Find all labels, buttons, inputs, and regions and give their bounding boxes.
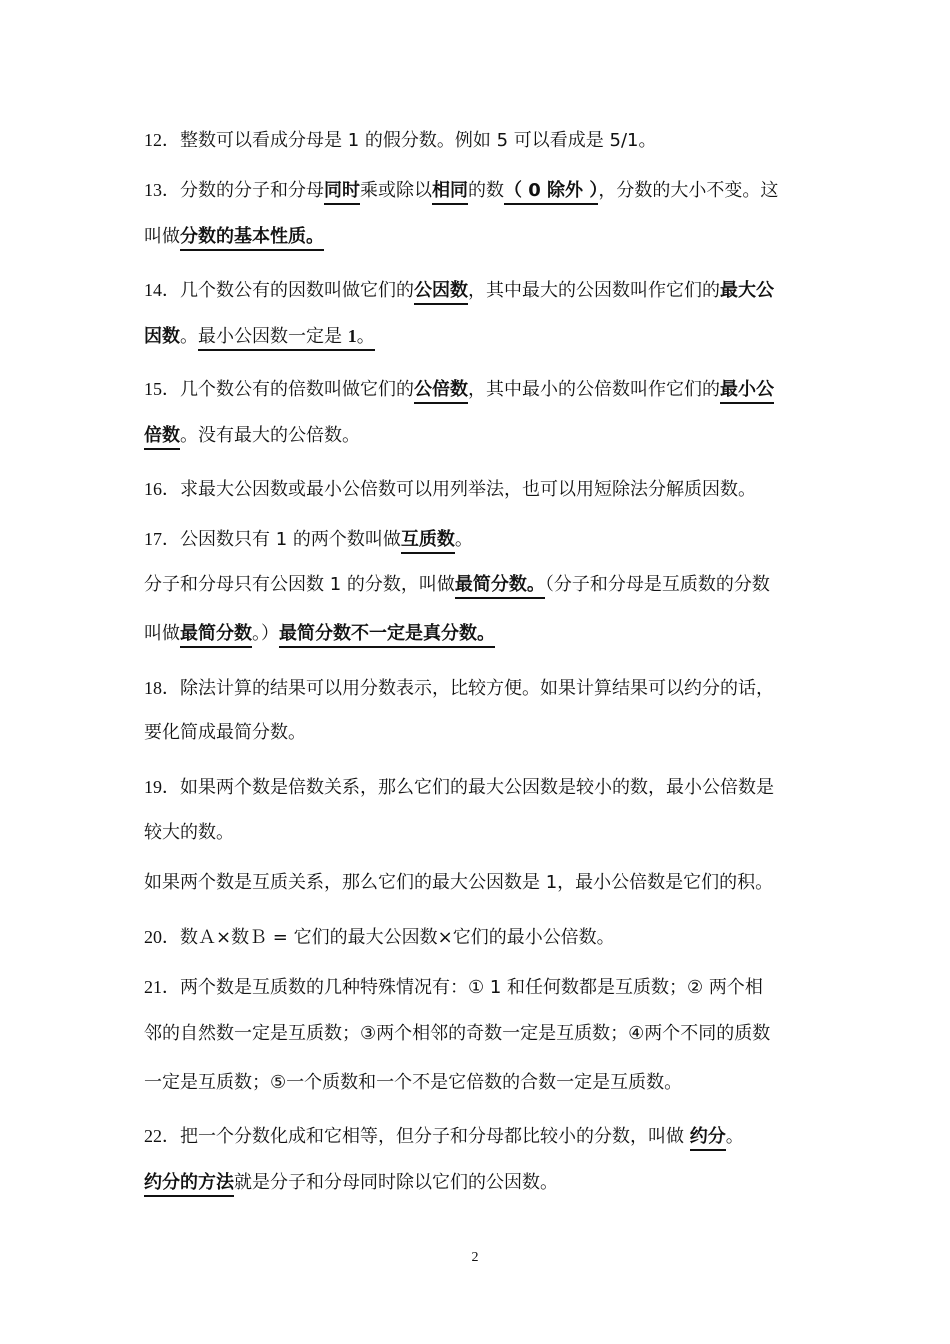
item-15 [144,376,774,403]
item-19-line3 [144,870,773,896]
item-number: 15 [144,379,162,399]
page-number: 2 [471,1250,479,1265]
item-20 [144,924,615,951]
item-text: ．如果两个数是倍数关系，那么它们的最大公因数是较小的数，最小公倍数是 [162,777,774,798]
item-text: ．除法计算的结果可以用分数表示，比较方便。如果计算结果可以约分的话， [162,678,774,699]
item-14 [144,277,774,304]
item-text: 就是分子和分母同时除以它们的公因数。 [234,1172,558,1193]
key-term: （ 0 除外 ） [504,180,598,205]
key-term: 最大公 [720,280,774,301]
item-22-line2 [144,1170,558,1196]
key-term: 分数的基本性质。 [180,226,324,251]
item-number: 14 [144,280,162,300]
key-term: 因数 [144,326,180,347]
item-13-line2 [144,224,324,250]
item-text: 。 [356,326,375,347]
item-text: ，其中最小的公倍数叫作它们的 [468,379,720,400]
item-text: 叫做 [144,623,180,644]
item-19 [144,774,774,801]
item-text: 的数 [468,180,504,201]
item-text: 。 [454,529,473,550]
item-text: ．分数的分子和分母 [162,180,324,201]
item-18-line2 [144,720,306,746]
item-number: 12 [144,130,162,150]
item-text: ．公因数只有 1 的两个数叫做 [162,529,401,550]
key-term: 公因数 [414,280,468,305]
item-12 [144,127,656,154]
item-number: 16 [144,479,162,499]
item-17 [144,526,473,553]
key-term: 约分的方法 [144,1172,234,1197]
item-21 [144,974,763,1001]
item-text: 最小公因数一定是 [198,326,348,347]
item-text: ，其中最大的公因数叫作它们的 [468,280,720,301]
item-number: 18 [144,678,162,698]
item-text: ．把一个分数化成和它相等，但分子和分母都比较小的分数，叫做 [162,1126,690,1147]
underlined-text [198,326,375,351]
item-21-line2 [144,1021,770,1047]
key-term: 最小公 [720,379,774,404]
item-text: 。 [180,326,198,347]
item-text: 。） [252,623,279,644]
item-16 [144,476,756,503]
item-text: 。没有最大的公倍数。 [180,425,360,446]
item-text: 要化简成最简分数。 [144,722,306,743]
key-term: 倍数 [144,425,180,450]
key-term: 相同 [432,180,468,205]
item-19-line2 [144,820,234,846]
item-text: ．几个数公有的倍数叫做它们的 [162,379,414,400]
item-number: 13 [144,180,162,200]
item-15-line2 [144,423,360,449]
key-term: 最简分数 [180,623,252,648]
key-term: 约分 [690,1126,726,1151]
item-text: ，分数的大小不变。这 [598,180,779,201]
item-text: ．几个数公有的因数叫做它们的 [162,280,414,301]
item-number: 21 [144,977,162,997]
key-term: 最简分数不一定是真分数。 [279,623,495,648]
item-18 [144,675,774,702]
item-text: 乘或除以 [360,180,432,201]
item-text: ．数Ａ×数Ｂ = 它们的最大公因数×它们的最小公倍数。 [162,927,615,948]
item-14-line2 [144,323,375,350]
item-text: 叫做 [144,226,180,247]
item-17-line2 [144,572,770,598]
item-number: 17 [144,529,162,549]
item-number: 20 [144,927,162,947]
item-text: 邻的自然数一定是互质数；③两个相邻的奇数一定是互质数；④两个不同的质数 [144,1023,771,1044]
item-13 [144,177,778,204]
item-number: 22 [144,1126,162,1146]
item-text: 分子和分母只有公因数 1 的分数，叫做 [144,574,455,595]
key-term: 1 [347,326,357,346]
item-17-line3 [144,621,495,647]
item-number: 19 [144,777,162,797]
item-text: 如果两个数是互质关系，那么它们的最大公因数是 1，最小公倍数是它们的积。 [144,872,774,893]
item-text: 较大的数。 [144,822,234,843]
item-21-line3 [144,1070,682,1096]
key-term: 公倍数 [414,379,468,404]
item-text: 一定是互质数；⑤一个质数和一个不是它倍数的合数一定是互质数。 [144,1072,683,1093]
key-term: 同时 [324,180,360,205]
key-term: 互质数 [401,529,455,554]
item-text: （分子和分母是互质数的分数 [544,574,770,595]
item-text: ．求最大公因数或最小公倍数可以用列举法，也可以用短除法分解质因数。 [162,479,756,500]
item-text: 。 [725,1126,744,1147]
item-text: ．两个数是互质数的几种特殊情况有：① 1 和任何数都是互质数；② 两个相 [162,977,763,998]
item-text: ．整数可以看成分母是 1 的假分数。例如 5 可以看成是 5/1。 [162,130,657,151]
key-term: 最简分数。 [455,574,545,599]
item-22 [144,1123,744,1150]
